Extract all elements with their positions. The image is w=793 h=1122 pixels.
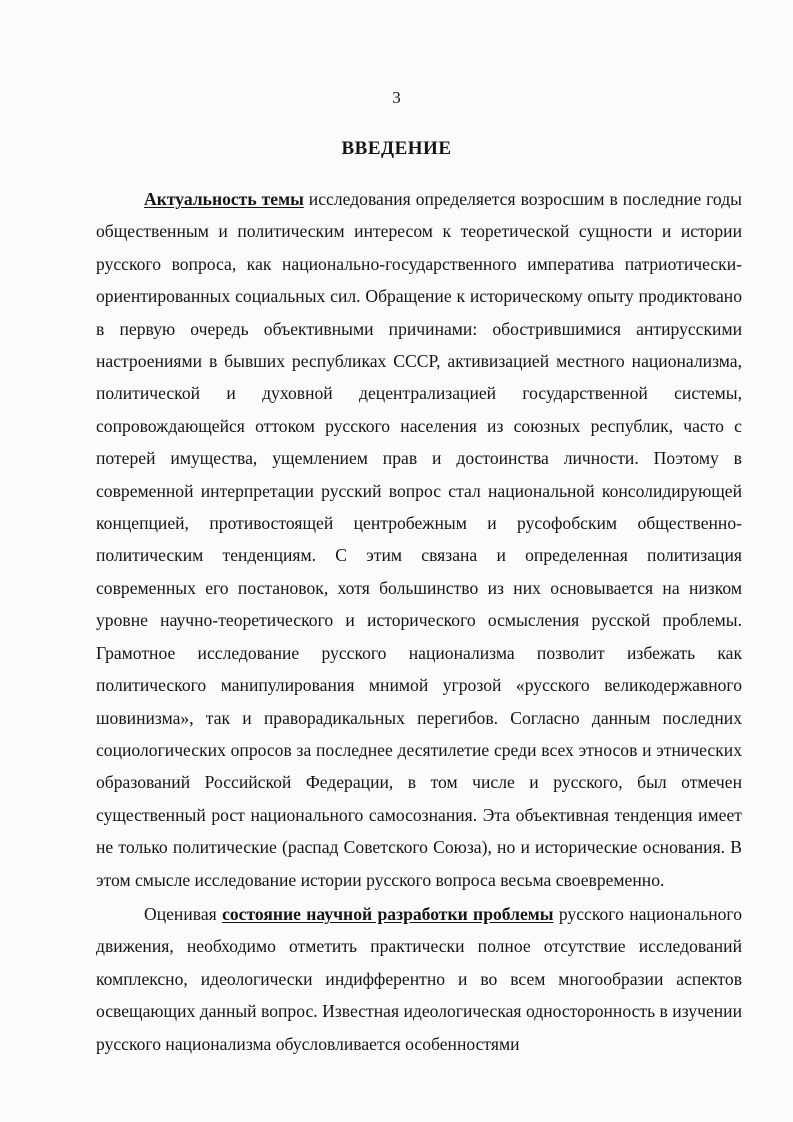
section-heading: ВВЕДЕНИЕ xyxy=(341,138,452,159)
page-number: 3 xyxy=(392,88,401,107)
paragraph-research-state xyxy=(96,898,742,1060)
paragraph-text: русского национального движения, необходимо отметить практически полное отсутствие исследований комплексно, идеологически индифферентно и во всем многообразии аспектов освещающих данный вопрос. Известная идеологическая односторонность в изучении русского национализма обусловливается особенностями xyxy=(96,903,743,1054)
paragraph-text: исследования определяется возросшим в последние годы общественным и политическим интересом к теоретической сущности и истории русского вопроса, как национально-государственного императива патриотически-ориентированных социальных сил. Обращение к историческому опыту продиктовано в первую очередь объективными причинами: обострившимися антирусскими настроениями в бывших республиках СССР, активизацией местного национализма, политической и духовной децентрализацией государственной системы, сопровождающейся оттоком русского населения из союзных республик, часто с потерей имущества, ущемлением прав и достоинства личности. Поэтому в современной интерпретации русский вопрос стал национальной консолидирующей концепцией, противостоящей центробежным и русофобским общественно-политическим тенденциям. С этим связана и определенная политизация современных его постановок, хотя большинство из них основывается на низком уровне научно-теоретического и исторического осмысления русской проблемы. Грамотное исследование русского национализма позволит избежать как политического манипулирования мнимой угрозой «русского великодержавного шовинизма», так и праворадикальных перегибов. Согласно данным последних социологических опросов за последнее десятилетие среди всех этносов и этнических образований Российской Федерации, в том числе и русского, был отмечен существенный рост национального самосознания. Эта объективная тенденция имеет не только политические (распад Советского Союза), но и исторические основания. В этом смысле исследование истории русского вопроса весьма своевременно. xyxy=(96,189,742,890)
emphasis-relevance: Актуальность темы xyxy=(144,189,304,209)
paragraph-relevance xyxy=(96,183,742,896)
emphasis-research-state: состояние научной разработки проблемы xyxy=(222,903,554,924)
body-text xyxy=(96,183,742,1062)
paragraph-lead: Оценивая xyxy=(144,903,223,924)
